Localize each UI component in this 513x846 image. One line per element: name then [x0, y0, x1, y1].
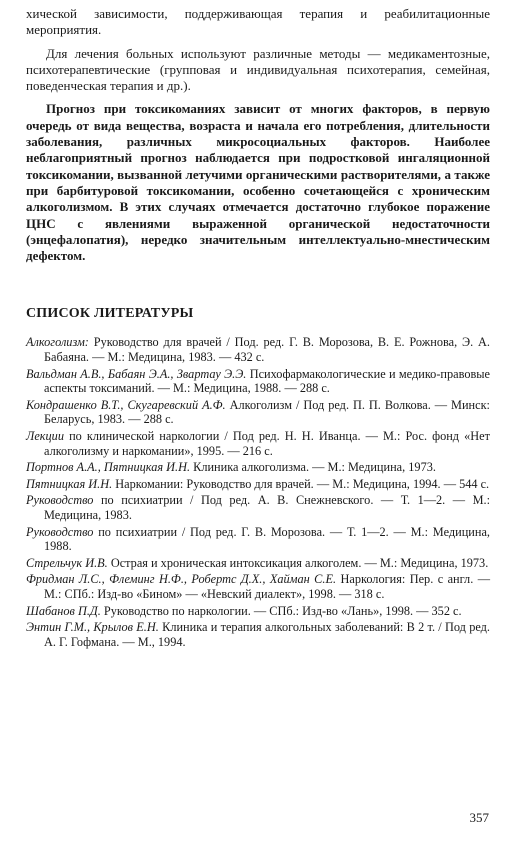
reference-item	[26, 572, 490, 601]
reference-item	[26, 620, 490, 649]
book-page	[26, 6, 490, 651]
reference-item	[26, 477, 490, 492]
page-number: 357	[469, 810, 489, 825]
reference-author: Руководство	[26, 524, 94, 539]
reference-text: Клиника алкоголизма. — М.: Медицина, 1973.	[190, 460, 436, 475]
reference-author: Шабанов П.Д.	[26, 603, 101, 618]
reference-item	[26, 367, 490, 396]
reference-author: Кондрашенко В.Т., Скугаревский А.Ф.	[26, 397, 226, 412]
reference-author: Портнов А.А., Пятницкая И.Н.	[26, 460, 191, 475]
reference-item	[26, 493, 490, 522]
paragraph-treatment-methods: Для лечения больных используют различные методы — медикаментозные, психотерапевтические (групповая и индивидуальная психотерапия, семейная, поведенческая терапия и др.).	[26, 45, 490, 94]
references-list	[26, 335, 490, 649]
paragraph-prognosis: Прогноз при токсикоманиях зависит от многих факторов, в первую очередь от вида вещества, возраста и начала его потребления, длительности заболевания, различных микросоциальных факторов. Наиболее неблагоприятный прогноз наблюдается при подростковой ингаляционной токсикомании, вызванной летучими органическими растворителями, а также при барбитуровой токсикомании, особенно сочетающейся с хроническим алкоголизмом. В этих случаях отмечается достаточно глубокое поражение ЦНС с явлениями выраженной органической недостаточности (энцефалопатия), нередко значительным интеллектуально-мнестическим дефектом.	[26, 101, 490, 264]
reference-author: Энтин Г.М., Крылов Е.Н.	[26, 620, 159, 635]
references-title: СПИСОК ЛИТЕРАТУРЫ	[26, 306, 194, 322]
reference-text: Клиника и терапия алкогольных заболеваний: В 2 т. / Под ред. А. Г. Гофмана. — М., 1994.	[44, 620, 490, 649]
reference-text: по клинической наркологии / Под ред. Н. Н. Иванца. — М.: Рос. фонд «Нет алкоголизму и наркомании», 1995. — 216 с.	[44, 429, 490, 458]
reference-author: Руководство	[26, 493, 94, 508]
reference-text: Руководство для врачей / Под. ред. Г. В. Морозова, В. Е. Рожнова, Э. А. Бабаяна. — М.: Медицина, 1983. — 432 с.	[44, 335, 490, 365]
reference-text: по психиатрии / Под ред. Г. В. Морозова. — Т. 1—2. — М.: Медицина, 1988.	[44, 524, 490, 554]
reference-text: по психиатрии / Под ред. А. В. Снежневского. — Т. 1—2. — М.: Медицина, 1983.	[44, 493, 490, 522]
reference-item	[26, 460, 490, 475]
reference-text: Руководство по наркологии. — СПб.: Изд-во «Лань», 1998. — 352 с.	[100, 603, 462, 618]
reference-item	[26, 398, 490, 427]
reference-item	[26, 429, 490, 458]
reference-text: Острая и хроническая интоксикация алкоголем. — М.: Медицина, 1973.	[107, 555, 489, 570]
reference-item	[26, 335, 490, 364]
reference-item	[26, 525, 490, 554]
reference-author: Фридман Л.С., Флеминг Н.Ф., Робертс Д.Х., Хайман С.Е.	[26, 572, 337, 587]
reference-text: Наркология: Пер. с англ. — М.: СПб.: Изд-во «Бином» — «Невский диалект», 1998. — 318 с.	[44, 572, 490, 601]
reference-item	[26, 556, 490, 571]
reference-text: Психофармакологические и медико-правовые аспекты токсиманий. — М.: Медицина, 1988. — 288 с.	[44, 366, 490, 396]
reference-author: Стрельчук И.В.	[26, 555, 108, 570]
paragraph-continuation: хической зависимости, поддерживающая терапия и реабилитационные мероприятия.	[26, 6, 490, 38]
reference-author: Лекции	[26, 429, 64, 444]
reference-author: Алкоголизм:	[26, 335, 89, 350]
reference-author: Пятницкая И.Н.	[26, 476, 113, 491]
reference-text: Наркомании: Руководство для врачей. — М.: Медицина, 1994. — 544 с.	[112, 476, 490, 491]
reference-item	[26, 604, 490, 619]
reference-text: Алкоголизм / Под ред. П. П. Волкова. — Минск: Беларусь, 1983. — 288 с.	[44, 397, 490, 427]
reference-author: Вальдман А.В., Бабаян Э.А., Звартау Э.Э.	[26, 366, 247, 381]
